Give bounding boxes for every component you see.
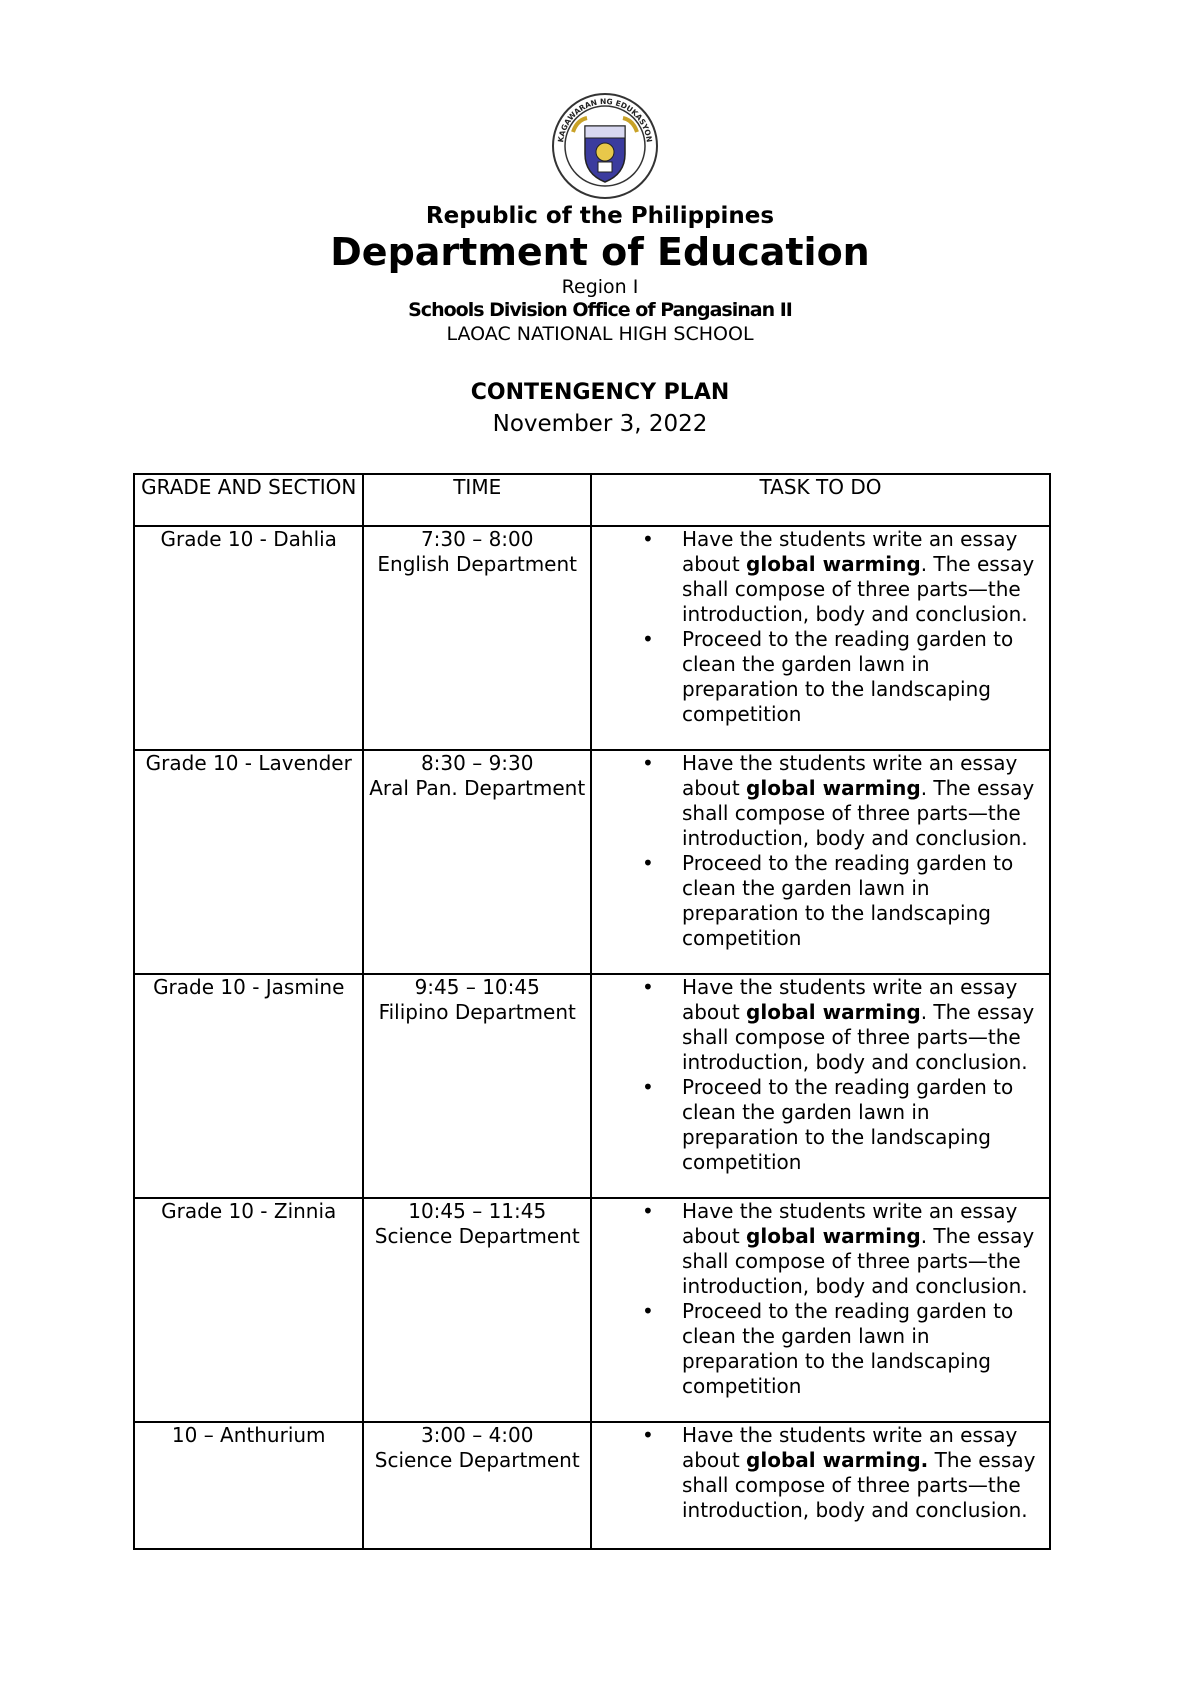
time-cell [363, 526, 591, 750]
task-item: • Have the students write an essay about global warming. The essay shall compose of three parts—the introduction, body and conclusion. [682, 1423, 1037, 1523]
school-heading: LAOAC NATIONAL HIGH SCHOOL [446, 323, 754, 345]
task-cell [591, 974, 1050, 1198]
task-cell [591, 750, 1050, 974]
plan-title: CONTENGENCY PLAN [470, 380, 730, 405]
department-heading: Department of Education [330, 230, 870, 274]
department-name: Aral Pan. Department [369, 776, 586, 800]
department-name: English Department [377, 552, 578, 576]
time-cell [363, 750, 591, 974]
table-header-row [134, 474, 1050, 526]
column-header-task: TASK TO DO [591, 474, 1050, 526]
time-range: 3:00 – 4:00 [420, 1423, 534, 1447]
task-list [592, 751, 1049, 951]
section-cell: 10 – Anthurium [134, 1422, 363, 1549]
department-name: Science Department [374, 1448, 580, 1472]
table-row [134, 1422, 1050, 1549]
contingency-table [133, 473, 1051, 1550]
section-cell: Grade 10 - Lavender [134, 750, 363, 974]
task-list [592, 527, 1049, 727]
time-cell [363, 1422, 591, 1549]
svg-text:KAGAWARAN NG EDUKASYON: KAGAWARAN NG EDUKASYON [556, 96, 654, 143]
task-cell [591, 1198, 1050, 1422]
division-heading: Schools Division Office of Pangasinan II [408, 299, 792, 321]
section-cell: Grade 10 - Zinnia [134, 1198, 363, 1422]
task-item: • Proceed to the reading garden to clean the garden lawn in preparation to the landscaping competition [682, 1299, 1037, 1399]
task-cell [591, 1422, 1050, 1549]
time-range: 9:45 – 10:45 [414, 975, 540, 999]
time-cell [363, 1198, 591, 1422]
column-header-section: GRADE AND SECTION [134, 474, 363, 526]
task-item: • Have the students write an essay about global warming. The essay shall compose of three parts—the introduction, body and conclusion. [682, 975, 1037, 1075]
task-list [592, 1199, 1049, 1399]
task-cell [591, 526, 1050, 750]
time-range: 10:45 – 11:45 [408, 1199, 547, 1223]
task-item: • Have the students write an essay about global warming. The essay shall compose of three parts—the introduction, body and conclusion. [682, 527, 1037, 627]
department-name: Filipino Department [378, 1000, 576, 1024]
table-row [134, 526, 1050, 750]
table-row [134, 974, 1050, 1198]
task-item: • Proceed to the reading garden to clean the garden lawn in preparation to the landscaping competition [682, 1075, 1037, 1175]
task-item: • Proceed to the reading garden to clean the garden lawn in preparation to the landscaping competition [682, 627, 1037, 727]
table-row [134, 1198, 1050, 1422]
task-item: • Have the students write an essay about global warming. The essay shall compose of three parts—the introduction, body and conclusion. [682, 751, 1037, 851]
column-header-time: TIME [363, 474, 591, 526]
region-heading: Region I [561, 276, 639, 298]
task-item: • Have the students write an essay about global warming. The essay shall compose of three parts—the introduction, body and conclusion. [682, 1199, 1037, 1299]
task-list [592, 1423, 1049, 1523]
department-name: Science Department [374, 1224, 580, 1248]
section-cell: Grade 10 - Jasmine [134, 974, 363, 1198]
time-cell [363, 974, 591, 1198]
task-item: • Proceed to the reading garden to clean the garden lawn in preparation to the landscaping competition [682, 851, 1037, 951]
republic-heading: Republic of the Philippines [425, 203, 775, 229]
deped-seal-logo [551, 92, 659, 200]
time-range: 7:30 – 8:00 [420, 527, 534, 551]
time-range: 8:30 – 9:30 [420, 751, 534, 775]
plan-date: November 3, 2022 [492, 411, 708, 437]
table-row [134, 750, 1050, 974]
task-list [592, 975, 1049, 1175]
section-cell: Grade 10 - Dahlia [134, 526, 363, 750]
